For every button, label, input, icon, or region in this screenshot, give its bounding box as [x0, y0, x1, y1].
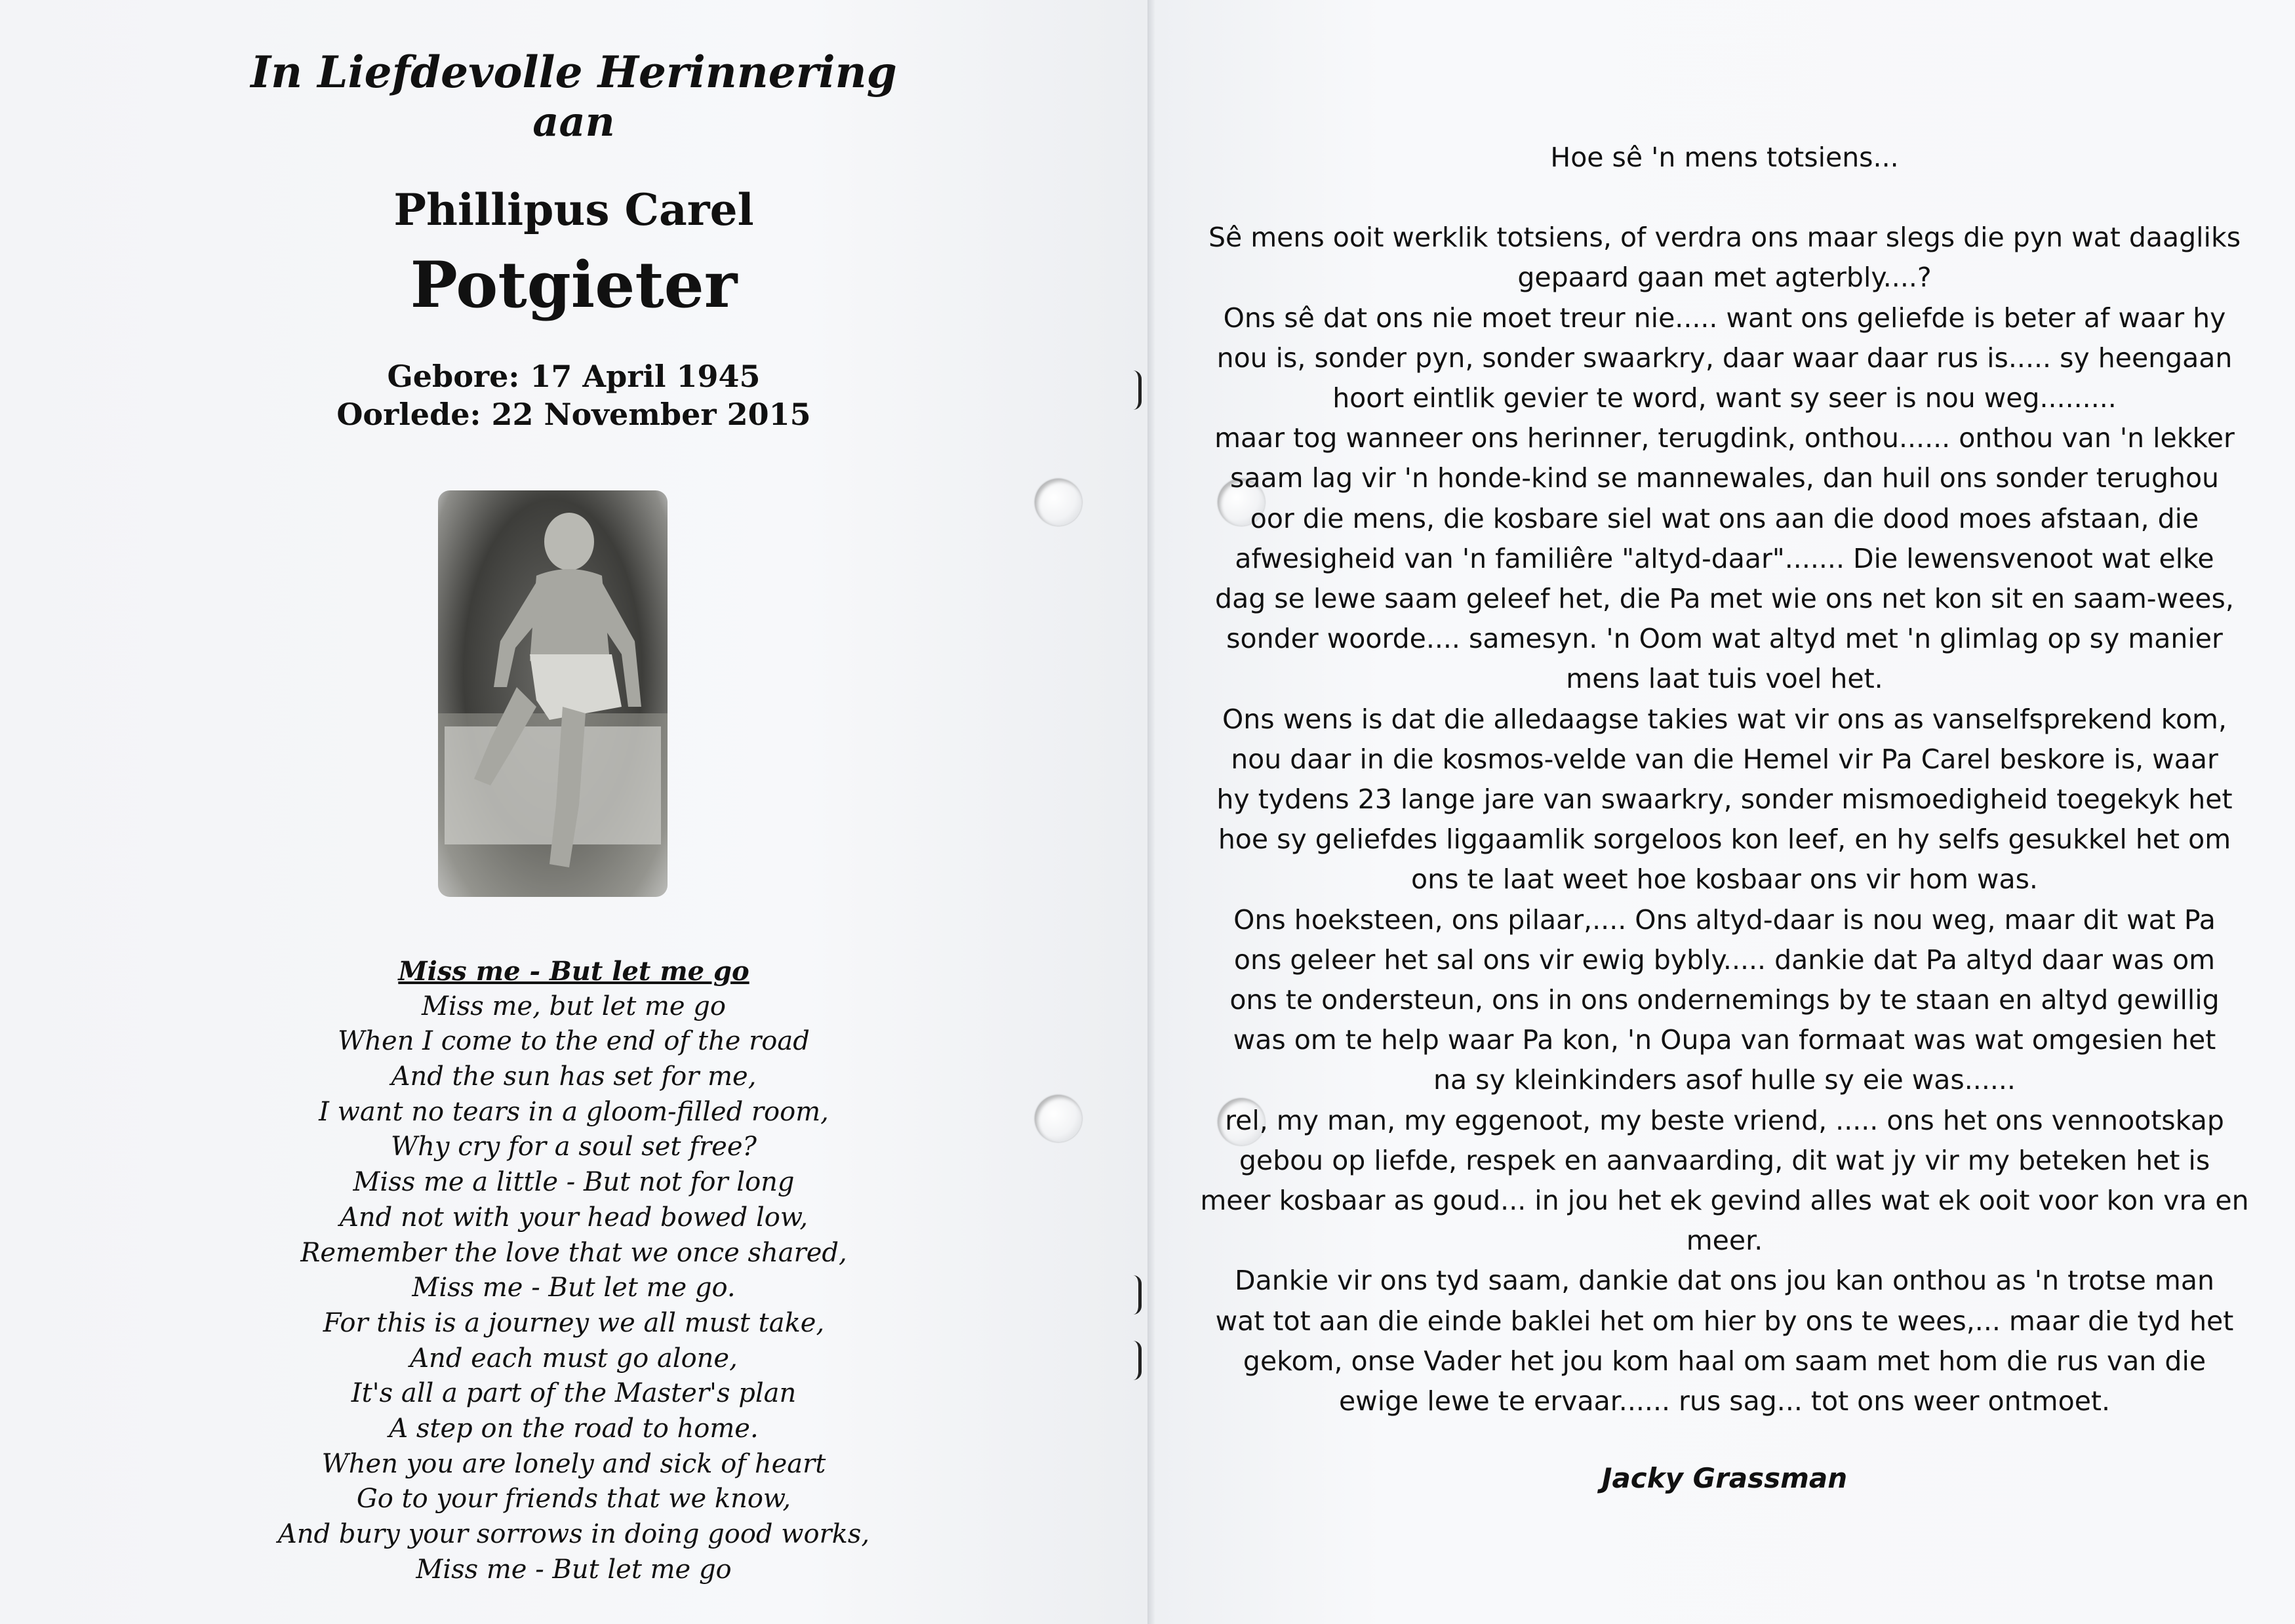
tribute-line: wat tot aan die einde baklei het om hier by ons te wees,... maar die tyd het [1215, 1305, 2234, 1337]
birth-date: Gebore: 17 April 1945 [387, 359, 761, 394]
poem-line: When you are lonely and sick of heart [321, 1448, 826, 1479]
tribute-line: rel, my man, my eggenoot, my beste vriend, ..... ons het ons vennootskap [1225, 1104, 2224, 1136]
tribute-line: Ons wens is dat die alledaagse takies wat vir ons as vanselfsprekend kom, [1222, 703, 2227, 735]
tribute-line: afwesigheid van 'n familiêre "altyd-daar"....... Die lewensvenoot wat elke [1235, 542, 2214, 574]
tribute-line: maar tog wanneer ons herinner, terugdink, onthou...... onthou van 'n lekker [1214, 422, 2235, 454]
tribute-line: meer kosbaar as goud... in jou het ek gevind alles wat ek ooit voor kon vra en [1200, 1185, 2249, 1217]
poem-line: And not with your head bowed low, [339, 1202, 808, 1233]
poem [164, 954, 984, 1587]
tribute-line: Ons sê dat ons nie moet treur nie..... want ons geliefde is beter af waar hy [1223, 302, 2226, 334]
poem-line: Miss me, but let me go [422, 991, 726, 1021]
poem-line: Miss me - But let me go [416, 1554, 732, 1585]
childhood-photo [438, 490, 668, 897]
tribute-line: mens laat tuis voel het. [1566, 663, 1883, 695]
tribute-line: hoort eintlik gevier te word, want sy seer is nou weg......... [1332, 382, 2117, 414]
center-fold [1148, 0, 1155, 1624]
poem-line: It's all a part of the Master's plan [351, 1378, 797, 1409]
poem-title: Miss me - But let me go [398, 956, 749, 987]
poem-line: Go to your friends that we know, [356, 1484, 791, 1515]
tribute-line: sonder woorde.... samesyn. 'n Oom wat altyd met 'n glimlag op sy manier [1226, 623, 2223, 655]
tribute-line: Sê mens ooit werklik totsiens, of verdra ons maar slegs die pyn wat daagliks [1208, 222, 2241, 254]
tribute-title: Hoe sê 'n mens totsiens... [1550, 142, 1899, 173]
tribute-line: gebou op liefde, respek en aanvaarding, dit wat jy vir my beteken het is [1239, 1144, 2210, 1176]
tribute-line: ons geleer het sal ons vir ewig bybly..... dankie dat Pa altyd daar was om [1233, 943, 2216, 976]
poem-line: When I come to the end of the road [338, 1026, 810, 1057]
deceased-first-names: Phillipus Carel [393, 184, 754, 235]
tribute-line: nou is, sonder pyn, sonder swaarkry, daar waar daar rus is..... sy heengaan [1216, 342, 2233, 374]
poem-line: And the sun has set for me, [391, 1061, 757, 1092]
tribute-signature: Jacky Grassman [1601, 1462, 1848, 1494]
poem-line: And each must go alone, [410, 1343, 738, 1374]
tribute-text [1200, 138, 2249, 1421]
tribute-line: Ons hoeksteen, ons pilaar,.... Ons altyd-daar is nou weg, maar dit wat Pa [1233, 903, 2216, 936]
tribute-line: ewige lewe te ervaar...... rus sag... tot ons weer ontmoet. [1338, 1385, 2111, 1417]
tribute-line: nou daar in die kosmos-velde van die Hemel vir Pa Carel beskore is, waar [1231, 743, 2218, 775]
tribute-line: ons te ondersteun, ons in ons ondernemings by te staan en altyd gewillig [1229, 984, 2220, 1016]
tribute-line: dag se lewe saam geleef het, die Pa met wie ons net kon sit en saam-wees, [1215, 583, 2234, 615]
poem-line: Why cry for a soul set free? [391, 1132, 757, 1162]
poem-line: I want no tears in a gloom-filled room, [319, 1096, 829, 1127]
poem-line: For this is a journey we all must take, [323, 1307, 825, 1338]
poem-line: Miss me - But let me go. [412, 1273, 736, 1303]
punch-hole [1035, 1095, 1082, 1142]
tribute-line: was om te help waar Pa kon, 'n Oupa van formaat was wat omgesien het [1233, 1024, 2216, 1056]
memorial-heading-aan: aan [532, 98, 615, 146]
tribute-line: na sy kleinkinders asof hulle sy eie was...... [1433, 1064, 2016, 1096]
photo-figure [438, 490, 668, 897]
poem-line: Remember the love that we once shared, [300, 1237, 847, 1268]
binding-mark [1133, 1275, 1142, 1315]
punch-hole [1035, 479, 1082, 526]
life-dates [0, 357, 1148, 433]
poem-line: Miss me a little - But not for long [353, 1167, 795, 1198]
poem-line: And bury your sorrows in doing good works, [277, 1519, 870, 1549]
tribute-line: oor die mens, die kosbare siel wat ons aan die dood moes afstaan, die [1250, 502, 2199, 534]
binding-mark [1133, 1341, 1142, 1380]
tribute-line: saam lag vir 'n honde-kind se mannewales, dan huil ons sonder terughou [1229, 462, 2220, 494]
tribute-line: hy tydens 23 lange jare van swaarkry, sonder mismoedigheid toegekyk het [1216, 783, 2233, 816]
tribute-line: Dankie vir ons tyd saam, dankie dat ons jou kan onthou as 'n trotse man [1235, 1265, 2214, 1297]
tribute-line: hoe sy geliefdes liggaamlik sorgeloos kon leef, en hy selfs gesukkel het om [1218, 823, 2231, 856]
poem-line: A step on the road to home. [389, 1413, 759, 1444]
tribute-line: gepaard gaan met agterbly....? [1517, 262, 1932, 294]
deceased-surname: Potgieter [410, 248, 738, 322]
tribute-line: ons te laat weet hoe kosbaar ons vir hom was. [1411, 863, 2038, 896]
tribute-line: gekom, onse Vader het jou kom haal om saam met hom die rus van die [1243, 1345, 2206, 1377]
death-date: Oorlede: 22 November 2015 [336, 397, 811, 432]
binding-mark [1133, 370, 1142, 410]
tribute-line: meer. [1686, 1225, 1763, 1257]
memorial-heading: In Liefdevolle Herinnering [250, 47, 897, 98]
